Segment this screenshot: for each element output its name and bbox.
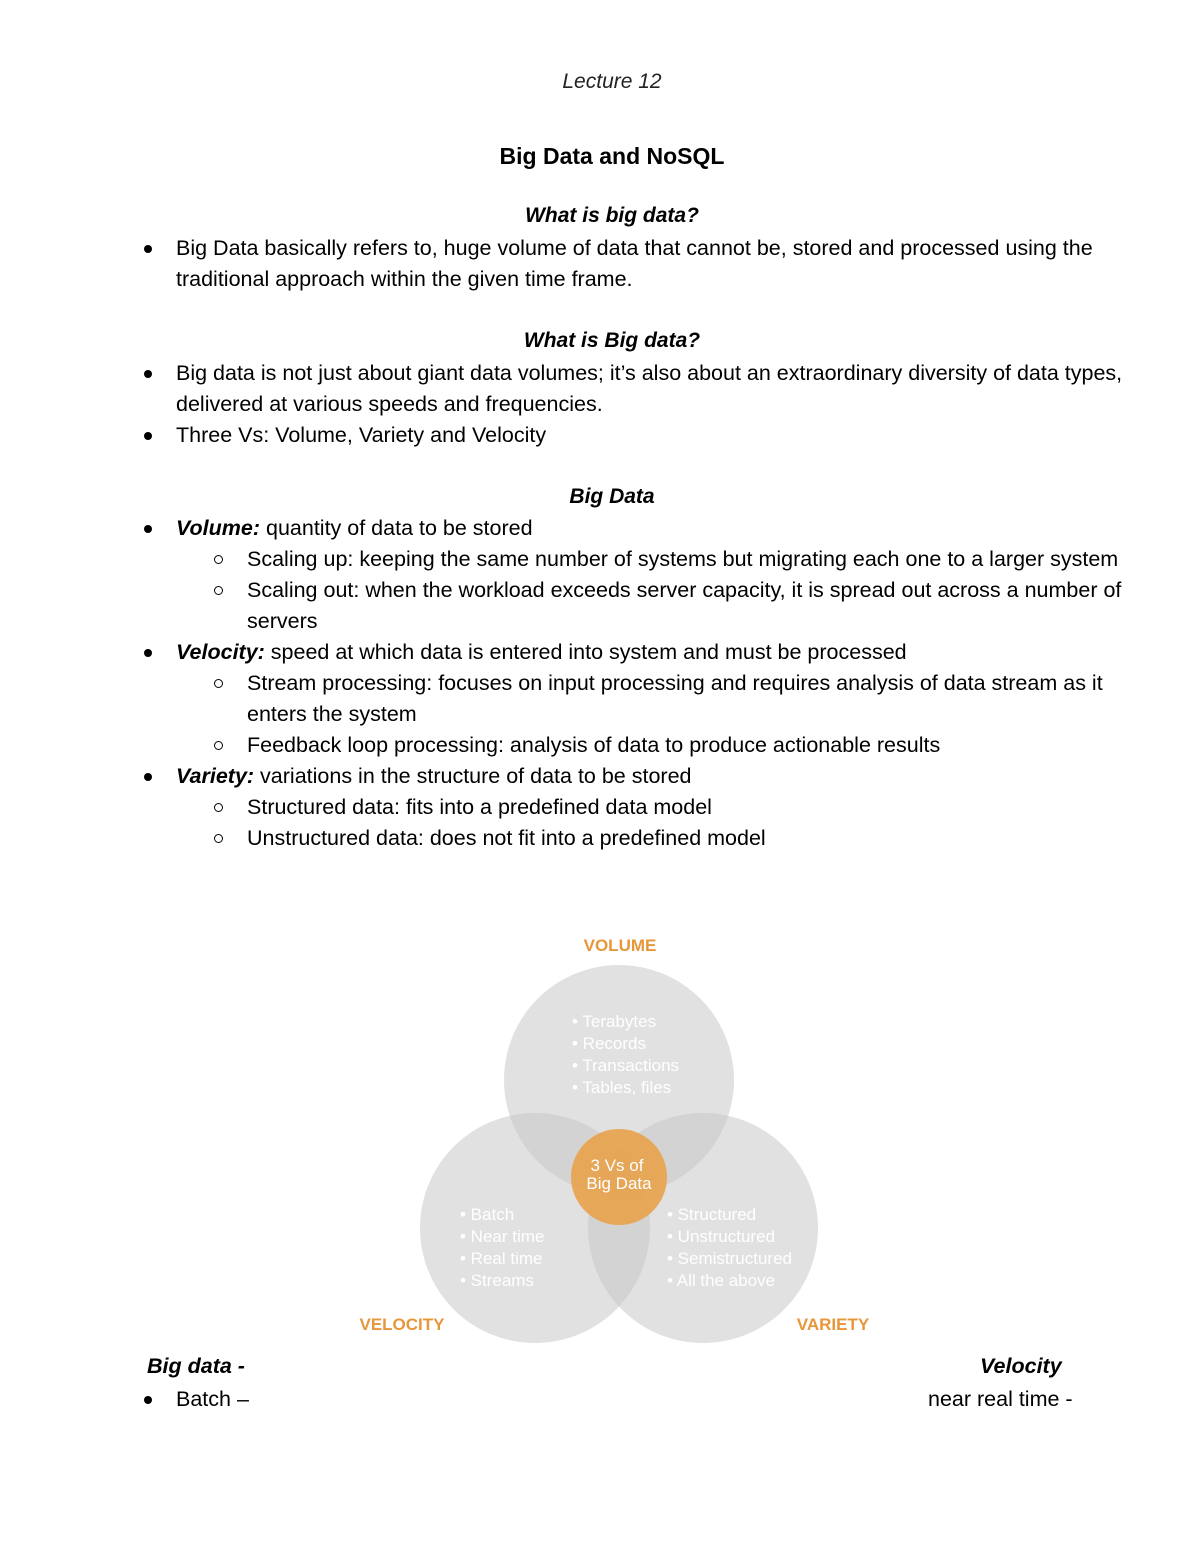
variety-definition: variations in the structure of data to be stored (254, 764, 692, 788)
sub-list-item: Structured data: fits into a predefined data model (176, 792, 1130, 823)
variety-label: VARIETY (796, 1315, 870, 1334)
velocity-term: Velocity: (176, 640, 265, 664)
volume-label: VOLUME (583, 936, 657, 955)
variety-item-text: • All the above (667, 1271, 776, 1290)
variety-item (140, 761, 1130, 854)
variety-item-text: • Structured (667, 1205, 757, 1224)
sub-list-item: Scaling up: keeping the same number of systems but migrating each one to a larger system (176, 544, 1130, 575)
variety-sublist (176, 792, 1130, 854)
page-title: Big Data and NoSQL (499, 143, 725, 169)
volume-item-text: • Terabytes (572, 1012, 657, 1031)
big-data-subheading: Big data - (147, 1354, 245, 1378)
volume-item-text: • Tables, files (572, 1078, 672, 1097)
section-heading-what-is-big-data: What is big data? (525, 204, 699, 227)
velocity-definition: speed at which data is entered into system and must be processed (264, 640, 907, 664)
velocity-label: VELOCITY (359, 1315, 445, 1334)
lecture-label: Lecture 12 (562, 70, 662, 93)
volume-sublist (176, 544, 1130, 637)
velocity-item-text: • Streams (460, 1271, 534, 1290)
variety-item-text: • Unstructured (667, 1227, 775, 1246)
sub-list-item: Scaling out: when the workload exceeds server capacity, it is spread out across a number of servers (176, 575, 1130, 637)
near-real-time-text: near real time - (928, 1387, 1073, 1411)
list-item: Three Vs: Volume, Variety and Velocity (140, 420, 1130, 451)
volume-item (140, 513, 1130, 637)
section-heading-what-is-big-data-2: What is Big data? (523, 329, 701, 352)
variety-term: Variety: (176, 764, 255, 788)
velocity-item-text: • Near time (460, 1227, 545, 1246)
sub-list-item: Stream processing: focuses on input processing and requires analysis of data stream as it enters the system (176, 668, 1130, 730)
section2-list (140, 358, 1130, 451)
list-item: Batch – (140, 1384, 249, 1415)
bottom-list (140, 1384, 249, 1415)
volume-item-text: • Records (572, 1034, 646, 1053)
section1-list (140, 233, 1130, 295)
center-label-line1: 3 Vs of (590, 1156, 644, 1175)
velocity-item-text: • Batch (460, 1205, 515, 1224)
volume-term: Volume: (176, 516, 261, 540)
volume-definition: quantity of data to be stored (260, 516, 533, 540)
sub-list-item: Unstructured data: does not fit into a predefined model (176, 823, 1130, 854)
list-item: Big data is not just about giant data volumes; it’s also about an extraordinary diversity of data types, delivered at various speeds and frequencies. (140, 358, 1130, 420)
three-vs-venn-diagram (330, 925, 890, 1345)
list-item: Big Data basically refers to, huge volume of data that cannot be, stored and processed using the traditional approach within the given time frame. (140, 233, 1130, 295)
velocity-item-text: • Real time (460, 1249, 543, 1268)
variety-item-text: • Semistructured (667, 1249, 792, 1268)
three-vs-list (140, 513, 1130, 854)
velocity-item (140, 637, 1130, 761)
velocity-subheading: Velocity (980, 1354, 1062, 1378)
volume-item-text: • Transactions (572, 1056, 680, 1075)
velocity-sublist (176, 668, 1130, 761)
sub-list-item: Feedback loop processing: analysis of data to produce actionable results (176, 730, 1130, 761)
center-label-line2: Big Data (586, 1174, 652, 1193)
section-heading-big-data: Big Data (569, 485, 655, 508)
